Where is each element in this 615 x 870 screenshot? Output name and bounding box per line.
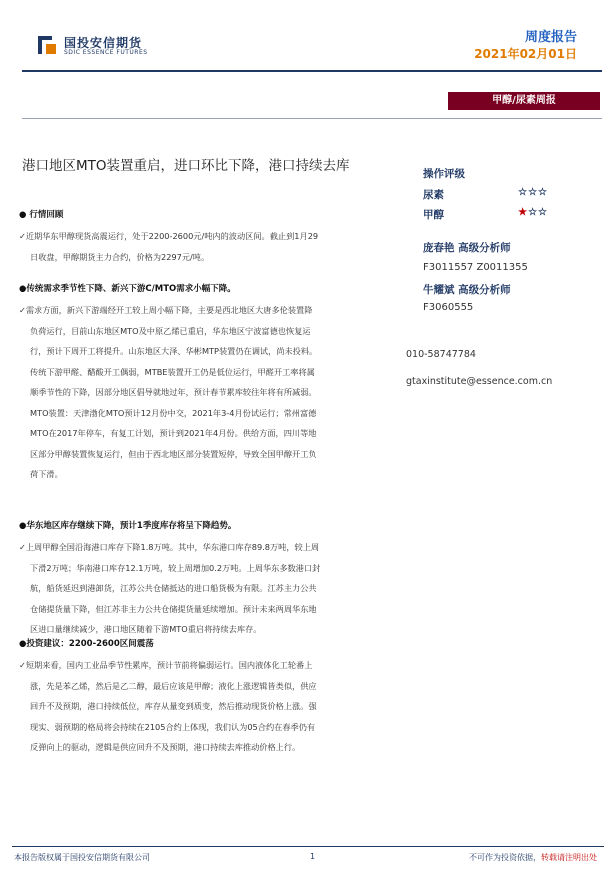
company-name-en: SDIC ESSENCE FUTURES (64, 49, 148, 56)
paragraph-line: 日收盘，甲醇期货主力合约，价格为2297元/吨。 (30, 251, 210, 262)
section-heading: ●华东地区库存继续下降，预计1季度库存将呈下降趋势。 (19, 521, 237, 531)
header-divider (22, 70, 602, 72)
contact-phone: 010-58747784 (406, 349, 476, 360)
paragraph-line: ✓近期华东甲醇现货高震运行，处于2200-2600元/吨内的波动区间。截止到1月29 (19, 231, 319, 241)
star-filled-icon: ★ (518, 207, 529, 218)
footer-divider (12, 846, 604, 847)
paragraph-line: 区部分甲醇装置恢复运行，但由于西北地区部分装置短停，导致全国甲醇开工负 (30, 448, 317, 459)
disclaimer-highlight: 转载请注明出处 (541, 853, 597, 862)
report-date: 2021年02月01日 (474, 47, 577, 61)
paragraph-line: 顺季节性的下降，因部分地区倡导就地过年，预计春节累库较往年将有所减弱。 (30, 387, 317, 397)
rating-label: 尿素 (423, 189, 444, 201)
star-empty-icon: ☆ (528, 207, 539, 218)
paragraph-line: MTO装置：天津渤化MTO预计12月份中交，2021年3-4月份试运行；常州富德 (30, 407, 317, 418)
report-category-ribbon: 甲醇/尿素周报 (448, 92, 600, 110)
paragraph-line: 反弹向上的驱动，逻辑是供应回升不及预期，港口持续去库推动价格上行。 (30, 742, 301, 752)
paragraph-line: 区进口量继续减少，港口地区随着下游MTO重启将持续去库存。 (30, 624, 262, 634)
paragraph-line: 航，船货延迟到港卸货，江苏公共仓储抵达的进口船货极为有限。江苏主力公共 (30, 583, 317, 593)
star-empty-icon: ☆ (528, 187, 539, 198)
paragraph-line: 下滑2万吨；华南港口库存12.1万吨，较上周增加0.2万吨。上周华东多数港口封 (30, 562, 321, 573)
paragraph-line: 现实、弱预期的格局将会持续在2105合约上体现，我们认为05合约在春季仍有 (30, 721, 316, 732)
analyst-name: 庞春艳 高级分析师 (423, 242, 511, 254)
paragraph-line: 负荷运行，目前山东地区MTO及中原乙烯已重启，华东地区宁波富德也恢复运 (30, 325, 311, 336)
rating-title: 操作评级 (423, 168, 465, 180)
section-heading: ●投资建议：2200-2600区间震荡 (19, 639, 154, 649)
paragraph-line: 回升不及预期，港口持续低位，库存从量变到质变，然后推动现货价格上涨。强 (30, 701, 317, 711)
rating-row-methanol (423, 207, 548, 222)
report-type: 周度报告 (524, 30, 577, 45)
company-logo-icon (36, 34, 58, 56)
section-heading: ● 行情回顾 (19, 210, 64, 220)
page-number: 1 (310, 852, 316, 861)
analyst-name: 牛耀斌 高级分析师 (423, 284, 511, 296)
paragraph-line: 涨，先是苯乙烯，然后是乙二醇，最后应该是甲醇；液化上涨逻辑皆类似，供应 (30, 680, 317, 691)
analyst-cert: F3060555 (423, 302, 474, 313)
disclaimer-text: 不可作为投资依据， (469, 853, 541, 862)
section-divider (22, 118, 602, 119)
star-empty-icon: ☆ (518, 187, 529, 198)
star-empty-icon: ☆ (538, 207, 548, 218)
paragraph-line: 传统下游甲醛、醋酸开工偶弱，MTBE装置开工仍是低位运行，甲醛开工率将属 (30, 366, 315, 377)
report-headline: 港口地区MTO装置重启，进口环比下降，港口持续去库 (22, 158, 350, 174)
paragraph-line: 荷下滑。 (30, 469, 63, 479)
rating-stars (518, 207, 548, 218)
footer-copyright: 本报告版权属于国投安信期货有限公司 (14, 853, 150, 862)
rating-row-urea (423, 187, 548, 202)
star-empty-icon: ☆ (538, 187, 548, 198)
contact-email[interactable]: gtaxinstitute@essence.com.cn (406, 376, 553, 387)
footer-disclaimer (469, 852, 597, 863)
rating-stars (518, 187, 548, 198)
analyst-cert: F3011557 Z0011355 (423, 262, 528, 273)
paragraph-line: 行，预计下周开工将提升。山东地区大泽、华彬MTP装置仍在调试，尚未投料。 (30, 346, 318, 356)
rating-label: 甲醇 (423, 209, 444, 221)
paragraph-line: 仓储提货量下降，但江苏非主力公共仓储提货量延续增加。预计未来两周华东地 (30, 603, 317, 614)
paragraph-line: ✓需求方面，新兴下游端经开工较上周小幅下降，主要是西北地区大唐多伦装置降 (19, 305, 313, 315)
company-name: 国投安信期货 (64, 36, 143, 50)
section-heading: ●传统需求季节性下降、新兴下游C/MTO需求小幅下降。 (19, 284, 236, 294)
paragraph-line: ✓上周甲醇全国沿海港口库存下降1.8万吨。其中，华东港口库存89.8万吨，较上周 (19, 542, 320, 552)
paragraph-line: ✓短期来看，国内工业品季节性累库，预计节前将偏弱运行。国内液体化工轮番上 (19, 660, 313, 670)
paragraph-line: MTO在2017年停车，有复工计划，预计到2021年4月份。供给方面，四川等地 (30, 428, 317, 438)
